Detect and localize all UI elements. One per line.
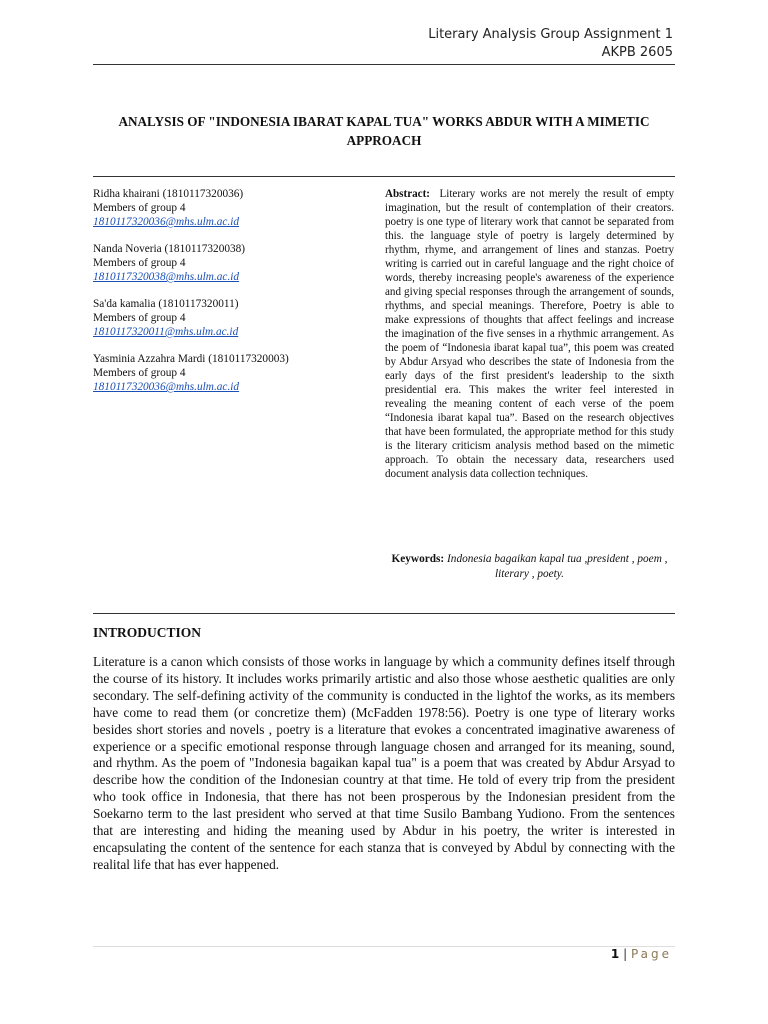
author-name: Ridha khairani (1810117320036) [93,188,244,200]
introduction-body: Literature is a canon which consists of those works in language by which a community defines itself through the course of its history. It includes works primarily artistic and also those whose aesthetic qualities are only secondary. The self-defining activity of the community is conducted in the lightof the works, as its members have come to read them (or concretize them) (McFadden 1978:56). Poetry is one type of literary works besides short stories and novels , poetry is a literature that evokes a concentrated imaginative awareness of experience or a specific emotional response through language chosen and arranged for its meaning, sound, and rhythm. As the poem of "Indonesia bagaikan kapal tua" is a poem that was created by Abdur Arsyad to describe how the condition of the Indonesian country at that time. He told of every trip from the president who took office in Indonesia, that there has not been prosperous by the Indonesian president from the Soekarno term to the last president who served at that time Susilo Bambang Yudiono. From the sentences that are interesting and hiding the meaning used by Abdur in his poetry, the writer is interested in encapsulating the content of the sentence for each stanza that is conveyed by Abdul by connecting with the realital life that has ever happened. [93,654,675,872]
author-list [93,187,363,407]
author-name: Sa'da kamalia (1810117320011) [93,298,239,310]
author-email-link[interactable]: 1810117320036@mhs.ulm.ac.id [93,216,240,228]
introduction-heading: INTRODUCTION [93,625,202,640]
author-group: Members of group 4 [93,202,186,214]
author-group: Members of group 4 [93,312,186,324]
author-group: Members of group 4 [93,257,186,269]
author-email-link[interactable]: 1810117320036@mhs.ulm.ac.id [93,381,240,393]
author-email-link[interactable]: 1810117320038@mhs.ulm.ac.id [93,271,240,283]
keywords-label: Keywords: [391,553,445,565]
author-entry [93,187,363,229]
abstract-text: Literary works are not merely the result of empty imagination, but the result of contemplation of their creators. poetry is one type of literary work that cannot be separated from this. the language style of poetry is largely determined by rhythm, rhyme, and arrangement of lines and stanzas. Poetry writing is carried out in careful language and the right choice of words, thereby increasing people's awareness of the experience and giving special responses through the arrangement of sounds, rhythms, and special meanings. Therefore, Poetry is able to make expressions of thoughts that affect feelings and increase the imagination of the five senses in a rhythmic arrangement. As the poem of “Indonesia ibarat kapal tua”, this poem was created by Abdur Arsyad who describes the state of Indonesia from the early days of the first president's leadership to the sixth presidential era. This makes the writer feel interested in revealing the meaning content of each verse of the poem “Indonesia ibarat kapal tua”. Based on the research objectives that have been formulated, the appropriate method for this study is the literary criticism analysis method based on the mimetic approach. To obtain the necessary data, researchers used document analysis data collection techniques. [385,188,675,480]
keywords-text: Indonesia bagaikan kapal tua ,president , poem , literary , poety. [447,553,668,580]
author-name: Nanda Noveria (1810117320038) [93,243,246,255]
header-course-title: Literary Analysis Group Assignment 1 [428,27,673,42]
author-entry [93,297,363,339]
section-rule [93,613,675,614]
author-group: Members of group 4 [93,367,186,379]
page-number: 1 [610,947,620,961]
author-entry [93,352,363,394]
running-header [428,26,673,62]
author-name: Yasminia Azzahra Mardi (1810117320003) [93,353,289,365]
header-rule [93,64,675,65]
page-word: Page [630,947,672,961]
keywords [385,552,674,582]
abstract-label: Abstract: [385,188,430,200]
footer-separator: | [623,947,628,961]
paper-title: ANALYSIS OF "INDONESIA IBARAT KAPAL TUA" WORKS ABDUR WITH A MIMETIC APPROACH [118,114,650,148]
abstract [385,187,674,481]
header-course-code: AKPB 2605 [601,45,673,60]
title-rule [93,176,675,177]
author-email-link[interactable]: 1810117320011@mhs.ulm.ac.id [93,326,239,338]
page-footer [611,947,672,961]
footer-rule [93,946,675,947]
author-entry [93,242,363,284]
